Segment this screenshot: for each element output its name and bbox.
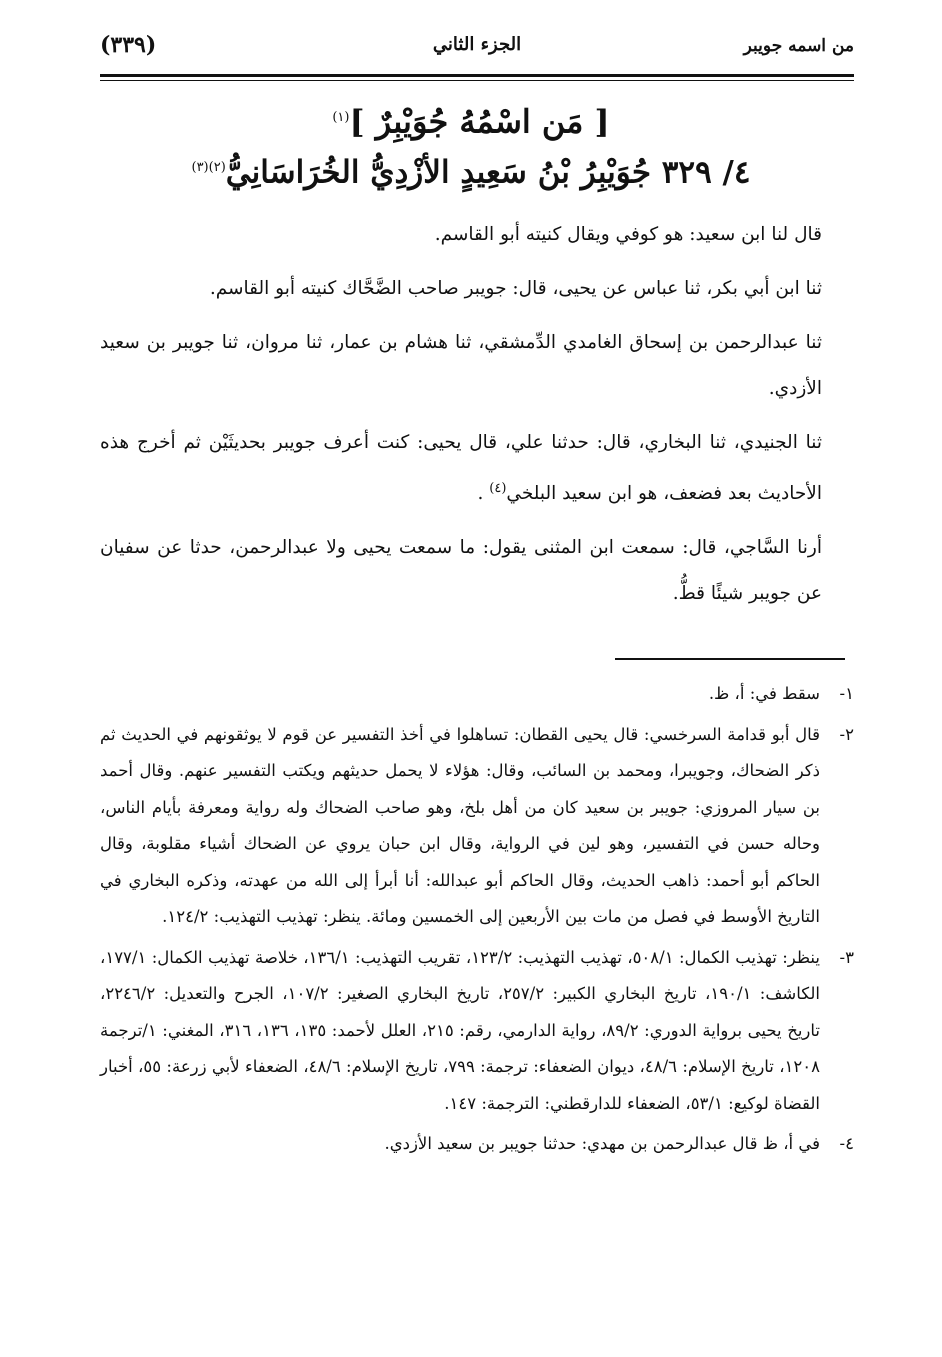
footnote xyxy=(100,717,854,936)
entry-heading xyxy=(100,144,842,196)
paragraph-text: ثنا الجنيدي، ثنا البخاري، قال: حدثنا علي، قال يحيى: كنت أعرف جويبر بحديثَيْن ثم أخرج هذه الأحاديث بعد فضعف، هو ابن سعيد البلخي xyxy=(100,432,822,505)
footnote-text: في أ، ظ قال عبدالرحمن بن مهدي: حدثنا جويبر بن سعيد الأزدي. xyxy=(384,1134,820,1153)
paragraph-text: أرنا السَّاجي، قال: سمعت ابن المثنى يقول: ما سمعت يحيى ولا عبدالرحمن، حدثا عن سفيان عن جويبر شيئًا قطُّ. xyxy=(100,537,822,605)
footnote-separator xyxy=(615,658,845,660)
paragraph-text: قال لنا ابن سعيد: هو كوفي ويقال كنيته أبو القاسم. xyxy=(434,224,822,245)
footnote-number: ٤- xyxy=(839,1134,854,1153)
footnote xyxy=(100,1126,854,1163)
section-heading-text: [ مَن اسْمُهُ جُوَيْبِرٌ ] xyxy=(349,102,610,141)
footnote-number: ١- xyxy=(839,684,854,703)
main-text xyxy=(100,212,822,625)
footnote-text: سقط في: أ، ظ. xyxy=(708,684,820,703)
page-header xyxy=(100,30,854,76)
footnote xyxy=(100,676,854,713)
footnote-text: ينظر: تهذيب الكمال: ٥٠٨/١، تهذيب التهذيب: ١٢٣/٢، تقريب التهذيب: ١٣٦/١، خلاصة تهذيب الكمال: ١٧٧/١، الكاشف: ١٩٠/١، تاريخ البخاري الكبير: ٢٥٧/٢، تاريخ البخاري الصغير: ١٠٧/٢، الجرح والتعديل: ٢٢٤٦/٢، تاريخ يحيى برواية الدوري: ٨٩/٢، رواية الدارمي، رقم: ٢١٥، العلل لأحمد: ١٣٥، ١٣٦، ٣١٦، المغني: ١/ترجمة ١٢٠٨، تاريخ الإسلام: ٤٨/٦، ديوان الضعفاء: ترجمة: ٧٩٩، تاريخ الإسلام: ٤٨/٦، الضعفاء لأبي زرعة: ٥٥، أخبار القضاة لوكيع: ٥٣/١، الضعفاء للدارقطني: الترجمة: ١٤٧. xyxy=(100,947,821,1113)
section-heading xyxy=(100,96,842,144)
footnotes xyxy=(100,676,854,1167)
footnote-ref: (١) xyxy=(332,110,350,125)
text-paragraph xyxy=(100,320,822,412)
text-paragraph xyxy=(100,212,822,258)
footnote-ref: (٢)(٣) xyxy=(191,160,226,175)
footnote-number: ٢- xyxy=(839,724,854,744)
footnote-text: قال أبو قدامة السرخسي: قال يحيى القطان: تساهلوا في أخذ التفسير عن قوم لا يوثقونهم في الحديث ثم ذكر الضحاك، وجويبرا، ومحمد بن السائب، وقال: هؤلاء لا يحمل حديثهم ويكتب التفسير عنهم. وقال أحمد بن سيار المروزي: جويبر بن سعيد كان من أهل بلخ، وهو صاحب الضحاك وله رواية ومعرفة بأيام الناس، وحاله حسن في التفسير، وهو لين في الرواية، وقال ابن حبان يروي عن الضحاك أشياء مقلوبة، وقال الحاكم أبو أحمد: ذاهب الحديث، وقال الحاكم أبو عبدالله: أنا أبرأ إلى الله من عهدته، وذكره البخاري في التاريخ الأوسط في فصل من مات بين الأربعين إلى الخمسين ومائة. ينظر: تهذيب التهذيب: ١٢٤/٢. xyxy=(100,724,820,926)
paragraph-text: ثنا ابن أبي بكر، ثنا عباس عن يحيى، قال: جويبر صاحب الضَّحَّاك كنيته أبو القاسم. xyxy=(209,278,822,299)
footnote-ref: (٤) xyxy=(489,481,507,496)
text-paragraph xyxy=(100,266,822,312)
running-header-volume: الجزء الثاني xyxy=(432,34,522,55)
paragraph-text: ثنا عبدالرحمن بن إسحاق الغامدي الدِّمشقي، ثنا هشام بن عمار، ثنا مروان، ثنا جويبر بن سعيد الأزدي. xyxy=(100,332,822,399)
running-header-section: من اسمه جويبر xyxy=(743,36,854,56)
footnote xyxy=(100,940,854,1123)
text-paragraph xyxy=(100,525,822,617)
page-number: (٣٣٩) xyxy=(100,32,157,58)
header-rule xyxy=(100,74,854,81)
footnote-number: ٣- xyxy=(839,947,854,967)
entry-heading-text: ٤/ ٣٢٩ جُوَيْبِرُ بْنُ سَعِيدٍ الأزْدِيُّ الخُرَاسَانِيُّ xyxy=(225,154,751,191)
text-paragraph: ثنا الجنيدي، ثنا البخاري، قال: حدثنا علي، قال يحيى: كنت أعرف جويبر بحديثَيْن ثم أخرج هذه الأحاديث بعد فضعف، هو ابن سعيد البلخي$^{(٤)}$ . xyxy=(100,432,822,505)
